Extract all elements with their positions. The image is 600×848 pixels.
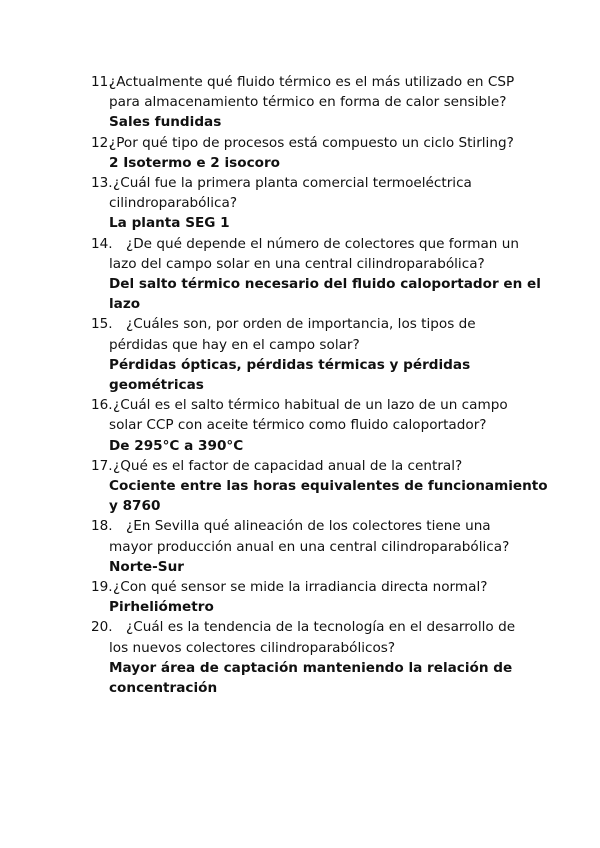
question-number-16: 16. [91,397,113,414]
question-18-line-1 [91,516,531,536]
answer-13: La planta SEG 1 [109,215,230,232]
question-19-line-1 [91,577,531,597]
question-18-text-1: ¿En Sevilla qué alineación de los colectores tiene una [126,518,491,535]
answer-12: 2 Isotermo e 2 isocoro [109,154,281,171]
qa-item-11 [91,72,531,133]
question-20-line-2 [91,638,531,658]
answer-15-line-1: Pérdidas ópticas, pérdidas térmicas y pérdidas [109,356,471,373]
question-number-14: 14. [91,235,113,252]
answer-11: Sales fundidas [109,114,222,131]
question-16-line-2 [91,415,531,435]
question-16-line-1 [91,395,531,415]
question-number-12: 12. [91,134,113,151]
qa-item-13 [91,173,531,234]
answer-20-line-1: Mayor área de captación manteniendo la relación de [109,659,513,676]
answer-17-line-1: Cociente entre las horas equivalentes de funcionamiento [109,478,548,495]
question-12-text-1: ¿Por qué tipo de procesos está compuesto un ciclo Stirling? [109,134,514,151]
question-12-line-1 [91,133,531,153]
question-11-text-2: para almacenamiento térmico en forma de calor sensible? [109,94,507,111]
qa-item-15 [91,314,531,395]
question-14-text-1: ¿De qué depende el número de colectores que forman un [126,235,519,252]
qa-item-19 [91,577,531,617]
question-answer-list [91,72,548,698]
question-11-line-2 [91,92,531,112]
question-11-line-1 [91,72,531,92]
question-16-text-2: solar CCP con aceite térmico como fluido caloportador? [109,417,487,434]
question-number-19: 19. [91,579,113,596]
question-13-text-1: ¿Cuál fue la primera planta comercial termoeléctrica [113,175,472,192]
question-number-15: 15. [91,316,113,333]
question-18-line-2 [91,537,531,557]
answer-17-line-2: y 8760 [109,498,161,515]
answer-18: Norte-Sur [109,558,184,575]
answer-14-line-1: Del salto térmico necesario del fluido caloportador en el [109,276,541,293]
question-number-18: 18. [91,518,113,535]
qa-item-14 [91,234,541,315]
question-20-text-2: los nuevos colectores cilindroparabólicos? [109,639,396,656]
qa-item-20 [91,617,531,698]
question-20-line-1 [91,617,531,637]
answer-15-line-2: geométricas [109,377,204,394]
qa-item-16 [91,395,531,456]
answer-16: De 295°C a 390°C [109,437,244,454]
question-15-line-1 [91,314,531,334]
question-15-text-2: pérdidas que hay en el campo solar? [109,336,360,353]
question-number-13: 13. [91,175,113,192]
question-19-text-1: ¿Con qué sensor se mide la irradiancia directa normal? [113,579,488,596]
question-14-text-2: lazo del campo solar en una central cilindroparabólica? [109,255,485,272]
question-15-line-2 [91,335,531,355]
question-20-text-1: ¿Cuál es la tendencia de la tecnología en el desarrollo de [126,619,516,636]
question-13-text-2: cilindroparabólica? [109,195,238,212]
question-number-20: 20. [91,619,113,636]
question-15-text-1: ¿Cuáles son, por orden de importancia, los tipos de [126,316,476,333]
answer-20-line-2: concentración [109,680,218,697]
question-13-line-2 [91,193,531,213]
question-16-text-1: ¿Cuál es el salto térmico habitual de un lazo de un campo [113,397,508,414]
question-13-line-1 [91,173,531,193]
question-14-line-2 [91,254,531,274]
answer-19: Pirheliómetro [109,599,214,616]
question-17-line-1 [91,456,531,476]
qa-item-12 [91,133,531,173]
qa-item-18 [91,516,531,577]
question-17-text-1: ¿Qué es el factor de capacidad anual de la central? [113,457,463,474]
question-14-line-1 [91,234,531,254]
qa-item-17 [91,456,548,517]
answer-14-line-2: lazo [109,296,141,313]
question-number-11: 11. [91,74,113,90]
question-11-text-1: ¿Actualmente qué fluido térmico es el más utilizado en CSP [109,74,515,90]
question-18-text-2: mayor producción anual en una central cilindroparabólica? [109,538,510,555]
question-number-17: 17. [91,457,113,474]
